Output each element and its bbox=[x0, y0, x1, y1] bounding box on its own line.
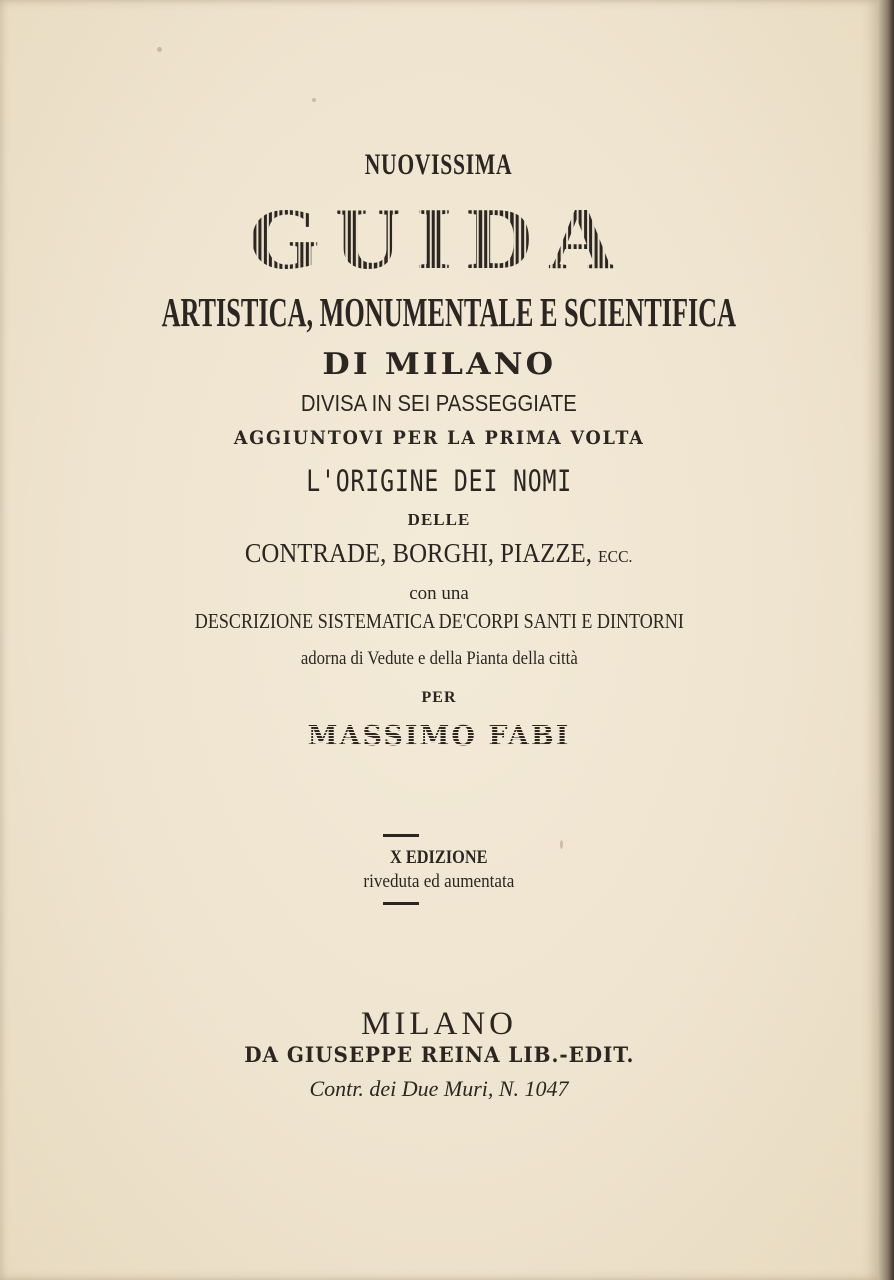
paper-stain bbox=[560, 840, 563, 849]
edition-note: riveduta ed aumentata bbox=[363, 871, 515, 892]
edition-number: X EDIZIONE bbox=[390, 847, 488, 868]
title-city: DI MILANO bbox=[322, 347, 556, 382]
author-name: MASSIMO FABI bbox=[307, 721, 571, 752]
divider-top bbox=[383, 834, 419, 837]
title-contrade: CONTRADE, BORGHI, PIAZZE, ECC. bbox=[245, 538, 633, 568]
title-divisa: DIVISA IN SEI PASSEGGIATE bbox=[301, 390, 577, 416]
imprint-publisher: DA GIUSEPPE REINA LIB.-EDIT. bbox=[243, 1042, 635, 1067]
title-delle: DELLE bbox=[407, 510, 471, 529]
divider-bottom bbox=[383, 902, 419, 905]
title-origine: L'ORIGINE DEI NOMI bbox=[306, 464, 572, 498]
paper-stain bbox=[312, 98, 316, 102]
title-per: PER bbox=[421, 689, 457, 706]
imprint-city: MILANO bbox=[361, 1006, 517, 1042]
title-con-una: con una bbox=[409, 583, 469, 604]
page-edge bbox=[878, 0, 894, 1280]
title-subtitle: ARTISTICA, MONUMENTALE E SCIENTIFICA bbox=[161, 289, 737, 335]
title-nuovissima: NUOVISSIMA bbox=[365, 148, 513, 181]
title-descrizione: DESCRIZIONE SISTEMATICA DE'CORPI SANTI E DINTORNI bbox=[194, 609, 684, 633]
title-adorna: adorna di Vedute e della Pianta della città bbox=[300, 648, 578, 669]
title-aggiuntovi: AGGIUNTOVI PER LA PRIMA VOLTA bbox=[233, 427, 645, 449]
title-guida: GUIDA bbox=[248, 191, 630, 288]
paper-stain bbox=[157, 47, 162, 52]
imprint-address: Contr. dei Due Muri, N. 1047 bbox=[309, 1076, 569, 1101]
